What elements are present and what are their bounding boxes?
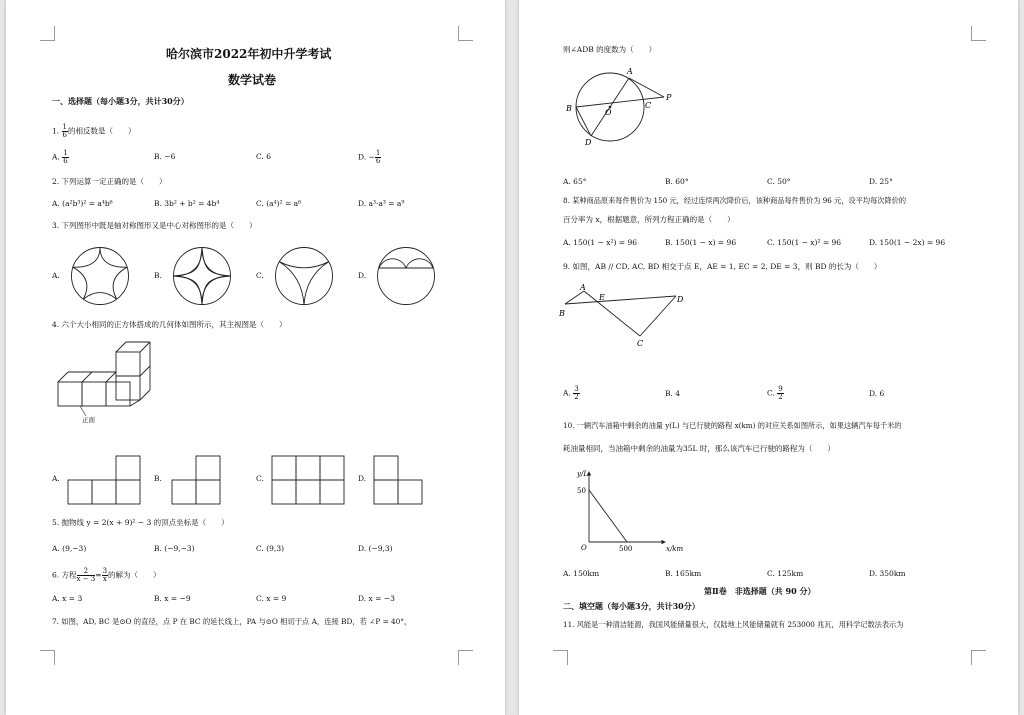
q8-option-d[interactable]: D. 150(1 − 2x) = 96 <box>869 238 946 247</box>
q7-circle-figure <box>561 62 701 148</box>
q4-option-c[interactable]: C. <box>256 474 264 483</box>
q4-view-c <box>270 452 350 507</box>
question-11-stem: 11. 风能是一种清洁能源，我国风能储量很大，仅陆地上风能储量就有 253000 兆瓦，用科学记数法表示为 <box>563 620 904 629</box>
crop-mark <box>553 650 568 665</box>
q4-option-a[interactable]: A. <box>52 474 60 483</box>
q10-option-d[interactable]: D. 350km <box>869 569 906 578</box>
q4-view-d <box>370 452 430 507</box>
question-9-stem: 9. 如图，AB // CD, AC, BD 相交于点 E，AE = 1, EC = 2, DE = 3，则 BD 的长为（ ） <box>563 262 882 271</box>
q9-label-b: B <box>559 309 565 318</box>
q2-option-c[interactable]: C. (a⁴)² = a⁶ <box>256 199 302 208</box>
question-1-stem: 1. $\frac{1}{6}$ 的相反数是（ ） <box>52 123 136 139</box>
q6-option-b[interactable]: B. x = −9 <box>154 594 191 603</box>
q10-y-tick: 50 <box>577 487 586 495</box>
q1-option-b[interactable]: B. −6 <box>154 152 176 161</box>
q7-label-o: O <box>605 108 612 117</box>
q3-figure-a <box>70 246 130 306</box>
q10-option-c[interactable]: C. 125km <box>767 569 804 578</box>
q7-label-c: C <box>645 101 652 110</box>
question-3-stem: 3. 下列图形中既是轴对称图形又是中心对称图形的是（ ） <box>52 221 257 230</box>
front-label: 正面 <box>82 416 95 424</box>
q8-option-c[interactable]: C. 150(1 − x)² = 96 <box>767 238 842 247</box>
crop-mark <box>971 26 986 41</box>
q9-label-c: C <box>637 339 644 348</box>
question-8-line-2: 百分率为 x，根据题意，所列方程正确的是（ ） <box>563 215 735 224</box>
q3-option-d[interactable]: D. <box>358 271 367 280</box>
q10-x-tick: 500 <box>619 545 633 553</box>
q7-option-b[interactable]: B. 60° <box>665 177 689 186</box>
question-7-stem: 7. 如图，AD, BC 是⊙O 的直径，点 P 在 BC 的延长线上，PA 与⊙O 相切于点 A，连接 BD，若 ∠P = 40°， <box>52 617 412 626</box>
q4-option-d[interactable]: D. <box>358 474 367 483</box>
q7-label-a: A <box>627 67 633 76</box>
q10-origin-label: O <box>581 544 587 552</box>
q3-option-a[interactable]: A. <box>52 271 60 280</box>
q9-triangle-figure <box>559 280 699 350</box>
question-8-line-1: 8. 某种商品原来每件售价为 150 元，经过连续两次降价后，该种商品每件售价为 96 元，设平均每次降价的 <box>563 196 907 205</box>
q5-option-c[interactable]: C. (9,3) <box>256 544 285 553</box>
q7-label-d: D <box>585 138 592 147</box>
q1-option-a[interactable]: A. $\frac{1}{6}$ <box>52 149 68 165</box>
q4-option-b[interactable]: B. <box>154 474 162 483</box>
section-heading: 一、选择题（每小题3分，共计30分） <box>52 96 189 106</box>
q9-option-b[interactable]: B. 4 <box>665 389 681 398</box>
q9-label-d: D <box>677 295 684 304</box>
crop-mark <box>458 26 473 41</box>
q7-label-p: P <box>666 93 672 102</box>
q8-option-b[interactable]: B. 150(1 − x) = 96 <box>665 238 737 247</box>
question-10-line-2: 耗油量相同，当油箱中剩余的油量为35L 时，那么该汽车已行驶的路程为（ ） <box>563 444 835 453</box>
q7-option-d[interactable]: D. 25° <box>869 177 893 186</box>
q3-figure-d <box>376 246 436 306</box>
q7-label-b: B <box>566 104 572 113</box>
q9-label-e: E <box>599 293 605 302</box>
q6-option-c[interactable]: C. x = 9 <box>256 594 287 603</box>
q6-option-d[interactable]: D. x = −3 <box>358 594 395 603</box>
q7-option-a[interactable]: A. 65° <box>563 177 587 186</box>
q4-view-a <box>66 452 146 507</box>
exam-title: 哈尔滨市2022年初中升学考试 <box>166 47 332 61</box>
exam-subtitle: 数学试卷 <box>228 73 277 87</box>
q2-option-b[interactable]: B. 3b² + b² = 4b⁴ <box>154 199 220 208</box>
question-7-continuation: 则∠ADB 的度数为（ ） <box>563 45 657 54</box>
crop-mark <box>971 650 986 665</box>
q10-y-axis-label: y/L <box>577 470 588 478</box>
q10-option-b[interactable]: B. 165km <box>665 569 702 578</box>
q3-option-b[interactable]: B. <box>154 271 162 280</box>
crop-mark <box>458 650 473 665</box>
crop-mark <box>40 26 55 41</box>
q10-line-graph <box>565 466 685 556</box>
q6-option-a[interactable]: A. x = 3 <box>52 594 83 603</box>
q3-figure-b <box>172 246 232 306</box>
q9-option-a[interactable]: A. $\frac{3}{2}$ <box>563 385 579 401</box>
q9-option-c[interactable]: C. $\frac{9}{2}$ <box>767 385 783 401</box>
section-2-heading: 二、填空题（每小题3分，共计30分） <box>563 601 700 611</box>
q9-option-d[interactable]: D. 6 <box>869 389 885 398</box>
q2-option-a[interactable]: A. (a²b³)² = a⁴b⁶ <box>52 199 113 208</box>
exam-page-2 <box>519 0 1018 715</box>
q1-option-d[interactable]: D. − $\frac{1}{6}$ <box>358 149 381 165</box>
exam-page-1 <box>6 0 505 715</box>
q9-label-a: A <box>580 283 586 292</box>
question-6-stem: 6. 方程 $\frac{2}{x - 3}$ = $\frac{3}{x}$ 的解为（ ） <box>52 567 161 583</box>
q5-option-d[interactable]: D. (−9,3) <box>358 544 393 553</box>
q5-option-b[interactable]: B. (−9,−3) <box>154 544 195 553</box>
q5-option-a[interactable]: A. (9,−3) <box>52 544 87 553</box>
question-4-stem: 4. 六个大小相同的正方体搭成的几何体如图所示，其主视图是（ ） <box>52 320 287 329</box>
q8-option-a[interactable]: A. 150(1 − x²) = 96 <box>563 238 638 247</box>
question-2-stem: 2. 下列运算一定正确的是（ ） <box>52 177 167 186</box>
question-10-line-1: 10. 一辆汽车油箱中剩余的油量 y(L) 与已行驶的路程 x(km) 的对应关系如图所示，如果这辆汽车每千米的 <box>563 421 902 430</box>
q1-option-c[interactable]: C. 6 <box>256 152 272 161</box>
q2-option-d[interactable]: D. a³·a³ = a⁹ <box>358 199 405 208</box>
q3-figure-c <box>274 246 334 306</box>
q10-x-axis-label: x/km <box>666 545 684 553</box>
q4-cube-figure <box>56 338 166 418</box>
q10-option-a[interactable]: A. 150km <box>563 569 600 578</box>
part-2-heading: 第Ⅱ卷 非选择题（共 90 分） <box>704 586 816 596</box>
crop-mark <box>518 26 532 40</box>
crop-mark <box>40 650 55 665</box>
q7-option-c[interactable]: C. 50° <box>767 177 791 186</box>
question-5-stem: 5. 抛物线 y = 2(x + 9)² − 3 的顶点坐标是（ ） <box>52 518 229 527</box>
q3-option-c[interactable]: C. <box>256 271 264 280</box>
q4-view-b <box>168 452 228 507</box>
